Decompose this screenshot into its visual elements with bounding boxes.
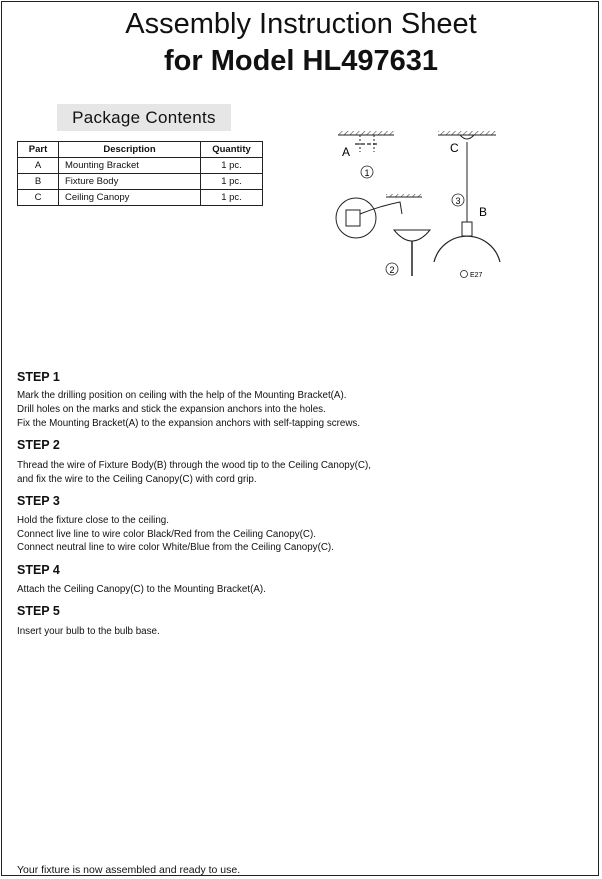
step3-line: Hold the fixture close to the ceiling.	[17, 515, 169, 526]
fixture-shade	[434, 236, 500, 262]
step2-line: Thread the wire of Fixture Body(B) through the wood tip to the Ceiling Canopy(C),	[17, 460, 371, 471]
quantity-cell: 1 pc.	[201, 190, 263, 206]
step3-number: 3	[455, 196, 461, 206]
table-row	[18, 190, 263, 206]
table-row	[18, 174, 263, 190]
description-cell: Fixture Body	[59, 174, 201, 190]
label-c: C	[450, 141, 459, 155]
column-header-quantity: Quantity	[201, 142, 263, 158]
step4-title: STEP 4	[17, 563, 60, 577]
part-cell: B	[18, 174, 59, 190]
sheet-title: Assembly Instruction Sheet	[125, 8, 477, 40]
step3-title: STEP 3	[17, 494, 60, 508]
description-cell: Mounting Bracket	[59, 158, 201, 174]
ceiling-canopy	[460, 135, 474, 139]
table-header-row	[18, 142, 263, 158]
step4-line: Attach the Ceiling Canopy(C) to the Mounting Bracket(A).	[17, 584, 266, 595]
description-cell: Ceiling Canopy	[59, 190, 201, 206]
ceiling-hatch	[338, 131, 394, 135]
step1-line: Mark the drilling position on ceiling with the help of the Mounting Bracket(A).	[17, 390, 347, 401]
label-a: A	[342, 145, 351, 159]
step2-title: STEP 2	[17, 438, 60, 452]
package-contents-table	[17, 141, 263, 206]
step1-illustration	[338, 131, 394, 178]
connector-detail-circle	[336, 198, 376, 238]
ceiling-canopy	[394, 230, 430, 241]
footer-note: Your fixture is now assembled and ready to use.	[17, 864, 241, 876]
bulb-socket	[462, 222, 472, 236]
bulb-icon	[461, 271, 468, 278]
step1-line: Drill holes on the marks and stick the expansion anchors into the holes.	[17, 404, 326, 415]
label-b: B	[479, 205, 488, 219]
step1-line: Fix the Mounting Bracket(A) to the expansion anchors with self-tapping screws.	[17, 418, 361, 429]
terminal-block	[346, 210, 360, 226]
step1-number: 1	[364, 168, 370, 178]
quantity-cell: 1 pc.	[201, 158, 263, 174]
table-row	[18, 158, 263, 174]
step5-title: STEP 5	[17, 604, 60, 618]
step5-line: Insert your bulb to the bulb base.	[17, 626, 160, 637]
part-cell: C	[18, 190, 59, 206]
step1-title: STEP 1	[17, 370, 60, 384]
step3-line: Connect neutral line to wire color White/Blue from the Ceiling Canopy(C).	[17, 542, 334, 553]
column-header-description: Description	[59, 142, 201, 158]
model-title: for Model HL497631	[164, 45, 438, 77]
wire-path	[360, 202, 402, 214]
quantity-cell: 1 pc.	[201, 174, 263, 190]
step3-illustration	[434, 131, 500, 279]
assembly-diagram	[330, 126, 530, 286]
step2-illustration	[336, 194, 430, 276]
step2-number: 2	[389, 265, 395, 275]
step3-line: Connect live line to wire color Black/Red from the Ceiling Canopy(C).	[17, 529, 316, 540]
bulb-base-label: E27	[470, 272, 483, 279]
column-header-part: Part	[18, 142, 59, 158]
package-contents-heading: Package Contents	[57, 104, 231, 131]
step2-line: and fix the wire to the Ceiling Canopy(C) with cord grip.	[17, 474, 257, 485]
part-cell: A	[18, 158, 59, 174]
ceiling-hatch	[438, 131, 496, 135]
